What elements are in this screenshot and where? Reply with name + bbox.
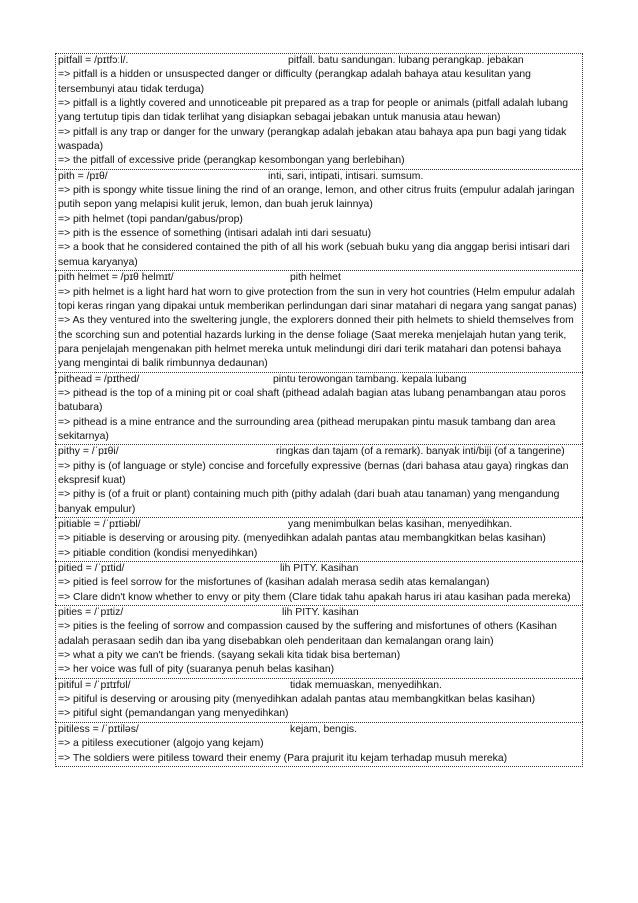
- translation: pitfall. batu sandungan. lubang perangkap. jebakan: [288, 55, 524, 66]
- definition-line: => pitfall is a hidden or unsuspected danger or difficulty (perangkap adalah bahaya atau kesulitan yang tersembunyi atau tidak terduga): [58, 69, 531, 95]
- definition-line: => pith helmet (topi pandan/gabus/prop): [58, 213, 243, 225]
- translation: kejam, bengis.: [290, 723, 357, 735]
- entry-header: [58, 518, 580, 532]
- headword: pith helmet = /pɪθ helmɪt/: [58, 272, 174, 284]
- entry-header: [58, 679, 580, 693]
- definition-line: => the pitfall of excessive pride (perangkap kesombongan yang berlebihan): [58, 155, 405, 167]
- definition-line: => pithead is the top of a mining pit or coal shaft (pithead adalah bagian atas lubang penambangan atau poros batubara): [58, 387, 566, 414]
- entry-header: [58, 271, 580, 285]
- dictionary-entry: [55, 444, 583, 517]
- definition-line: => pities is the feeling of sorrow and compassion caused by the suffering and misfortunes of others (Kasihan adalah perasaan sedih dan iba yang disebabkan oleh penderitaan dan kemalangan orang lain): [58, 621, 557, 647]
- definition-line: => a pitiless executioner (algojo yang kejam): [58, 738, 264, 750]
- translation: lih PITY. Kasihan: [280, 563, 359, 575]
- definition-line: => pith is the essence of something (intisari adalah inti dari sesuatu): [58, 228, 372, 240]
- headword: pitiful = /ˈpɪtɪfʊl/: [58, 679, 131, 691]
- definition-line: => pitiful is deserving or arousing pity (menyedihkan adalah pantas atau membangkitkan belas kasihan): [58, 694, 536, 706]
- definition-line: => pitiable condition (kondisi menyedihkan): [58, 547, 258, 559]
- translation: inti, sari, intipati, intisari. sumsum.: [268, 170, 424, 182]
- entry-header: [58, 170, 580, 184]
- headword: pitiless = /ˈpɪtiləs/: [58, 723, 139, 735]
- entry-header: [58, 606, 580, 620]
- translation: yang menimbulkan belas kasihan, menyedihkan.: [288, 519, 513, 530]
- definition-line: => pithead is a mine entrance and the surrounding area (pithead merupakan pintu masuk tambang dan area sekitarnya): [58, 416, 556, 442]
- definition-line: => her voice was full of pity (suaranya penuh belas kasihan): [58, 664, 335, 676]
- definition-line: => pitfall is a lightly covered and unnoticeable pit prepared as a trap for people or animals (pitfall adalah lubang yang tertutup tipis dan tidak terlihat yang disiapkan sebagai jebakan untuk manusia atau hewan): [58, 98, 569, 124]
- dictionary-entry: [55, 270, 583, 371]
- headword: pitiable = /ˈpɪtiəbl/: [58, 519, 141, 530]
- entry-header: [58, 373, 580, 387]
- dictionary-entry: [55, 561, 583, 605]
- definition-line: => pitied is feel sorrow for the misfortunes of (kasihan adalah merasa sedih atas kemalangan): [58, 577, 490, 589]
- dictionary-entry: [55, 169, 583, 270]
- headword: pities = /ˈpɪtiz/: [58, 607, 124, 619]
- dictionary-entry: [55, 517, 583, 561]
- definition-line: => pith helmet is a light hard hat worn to give protection from the sun in very hot countries (Helm empulur adalah topi keras ringan yang dipakai untuk memberikan perlindungan dari sinar matahari di negara yang sangat panas): [58, 286, 577, 312]
- entry-header: [58, 723, 580, 737]
- translation: lih PITY. kasihan: [282, 607, 359, 619]
- definition-line: => The soldiers were pitiless toward their enemy (Para prajurit itu kejam terhadap musuh mereka): [58, 752, 508, 764]
- definition-line: => pitiful sight (pemandangan yang menyedihkan): [58, 708, 289, 720]
- headword: pith = /pɪθ/: [58, 170, 108, 182]
- translation: ringkas dan tajam (of a remark). banyak inti/biji (of a tangerine): [276, 446, 565, 458]
- headword: pitfall = /pɪtfɔːl/.: [58, 55, 129, 66]
- translation: tidak memuaskan, menyedihkan.: [290, 679, 442, 691]
- dictionary-entry: [55, 372, 583, 445]
- dictionary-entry: [55, 722, 583, 767]
- definition-line: => a book that he considered contained the pith of all his work (sebuah buku yang dia anggap berisi intisari dari semua karyanya): [58, 242, 570, 268]
- definition-line: => pitiable is deserving or arousing pity. (menyedihkan adalah pantas atau membangkitkan belas kasihan): [58, 533, 546, 545]
- definition-line: => pithy is (of language or style) concise and forcefully expressive (bernas (dari bahasa atau gaya) ringkas dan ekspresif kuat): [58, 460, 569, 486]
- entry-header: [58, 445, 580, 459]
- headword: pithead = /pɪthed/: [58, 373, 140, 385]
- definition-line: => Clare didn't know whether to envy or pity them (Clare tidak tahu apakah harus iri atau kasihan pada mereka): [58, 591, 571, 603]
- entry-header: [58, 54, 580, 68]
- definition-line: => pith is spongy white tissue lining the rind of an orange, lemon, and other citrus fruits (empulur adalah jaringan putih sepon yang melapisi kulit jeruk, lemon, dan buah jeruk lainnya): [58, 185, 575, 211]
- dictionary-entry: [55, 678, 583, 722]
- translation: pith helmet: [290, 272, 341, 284]
- dictionary-document: [55, 53, 583, 767]
- entry-header: [58, 562, 580, 576]
- headword: pithy = /ˈpɪθi/: [58, 446, 119, 458]
- dictionary-entry: [55, 53, 583, 169]
- definition-line: => pitfall is any trap or danger for the unwary (perangkap adalah jebakan atau bahaya apa pun bagi yang tidak waspada): [58, 126, 567, 153]
- headword: pitied = /ˈpɪtid/: [58, 563, 125, 575]
- definition-line: => what a pity we can't be friends. (sayang sekali kita tidak bisa berteman): [58, 650, 401, 662]
- definition-line: => pithy is (of a fruit or plant) containing much pith (pithy adalah (dari buah atau tanaman) yang mengandung banyak empulur): [58, 489, 560, 515]
- dictionary-entry: [55, 605, 583, 678]
- translation: pintu terowongan tambang. kepala lubang: [273, 373, 467, 385]
- definition-line: => As they ventured into the sweltering jungle, the explorers donned their pith helmets to shield themselves from the scorching sun and potential hazards lurking in the dense foliage (Saat mereka menjelajah hutan yang terik, para penjelajah mengenakan pith helmet mereka untuk melindungi diri dari terik matahari dan potensi bahaya yang mengintai di balik rimbunnya dedaunan): [58, 315, 574, 370]
